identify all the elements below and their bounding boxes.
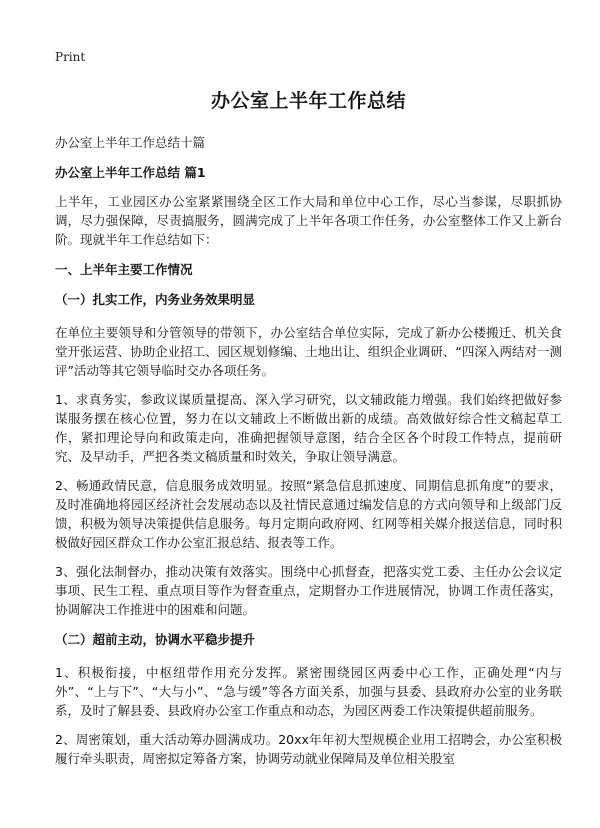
article-heading: 办公室上半年工作总结 篇1 xyxy=(55,165,206,180)
subsection-1-intro: 在单位主要领导和分管领导的带领下，办公室结合单位实际，完成了新办公楼搬迁、机关食堂开张运营、协助企业招工、园区规划修编、土地出让、组织企业调研、“四深入两结对一测评”活动等其它领导临时交办各项任务。 xyxy=(55,325,562,378)
paragraph-item-3: 3、强化法制督办，推动决策有效落实。围绕中心抓督查，把落实党工委、主任办公会议定事项、民生工程、重点项目等作为督查重点，定期督办工作进展情况，协调工作责任落实，协调解决工作推进中的困难和问题。 xyxy=(55,564,562,617)
print-link[interactable]: Print xyxy=(55,50,86,64)
paragraph-item-2-1: 1、积极衔接，中枢纽带作用充分发挥。紧密围绕园区两委中心工作，正确处理“内与外”、“上与下”、“大与小”、“急与缓”等各方面关系，加强与县委、县政府办公室的业务联系，及时了解县委、县政府办公室工作重点和动态，为园区两委工作决策提供超前服务。 xyxy=(55,665,562,718)
paragraph-item-2: 2、畅通政情民意，信息服务成效明显。按照“紧急信息抓速度、同期信息抓角度”的要求，及时准确地将园区经济社会发展动态以及社情民意通过编发信息的方式向领导和上级部门反馈，积极为领导决策提供信息服务。每月定期向政府网、红网等相关媒介报送信息，同时积极做好园区群众工作办公室汇报总结、报表等工作。 xyxy=(55,478,562,550)
paragraph-item-2-2: 2、周密策划，重大活动筹办圆满成功。20xx年年初大型规模企业用工招聘会，办公室积极履行牵头职责，周密拟定筹备方案，协调劳动就业保障局及单位相关股室 xyxy=(55,732,562,766)
intro-paragraph: 上半年，工业园区办公室紧紧围绕全区工作大局和单位中心工作，尽心当参谋，尽职抓协调，尽力强保障，尽责搞服务，圆满完成了上半年各项工作任务，办公室整体工作又上新台阶。现就半年工作总结如下： xyxy=(55,194,562,247)
paragraph-item-1: 1、求真务实，参政议谋质量提高、深入学习研究，以文辅政能力增强。我们始终把做好参谋服务摆在核心位置，努力在以文辅政上不断做出新的成绩。高效做好综合性文稿起草工作，紧扣理论导向和政策走向，准确把握领导意图，结合全区各个时段工作特点，提前研究、及早动手，严把各类文稿质量和时效关，争取让领导满意。 xyxy=(55,392,562,464)
section-heading-1: 一、上半年主要工作情况 xyxy=(55,262,193,277)
subsection-heading-2: （二）超前主动，协调水平稳步提升 xyxy=(55,632,256,647)
subsection-heading-1: （一）扎实工作，内务业务效果明显 xyxy=(55,292,256,307)
document-subtitle: 办公室上半年工作总结十篇 xyxy=(55,135,206,150)
document-title: 办公室上半年工作总结 xyxy=(210,90,406,112)
